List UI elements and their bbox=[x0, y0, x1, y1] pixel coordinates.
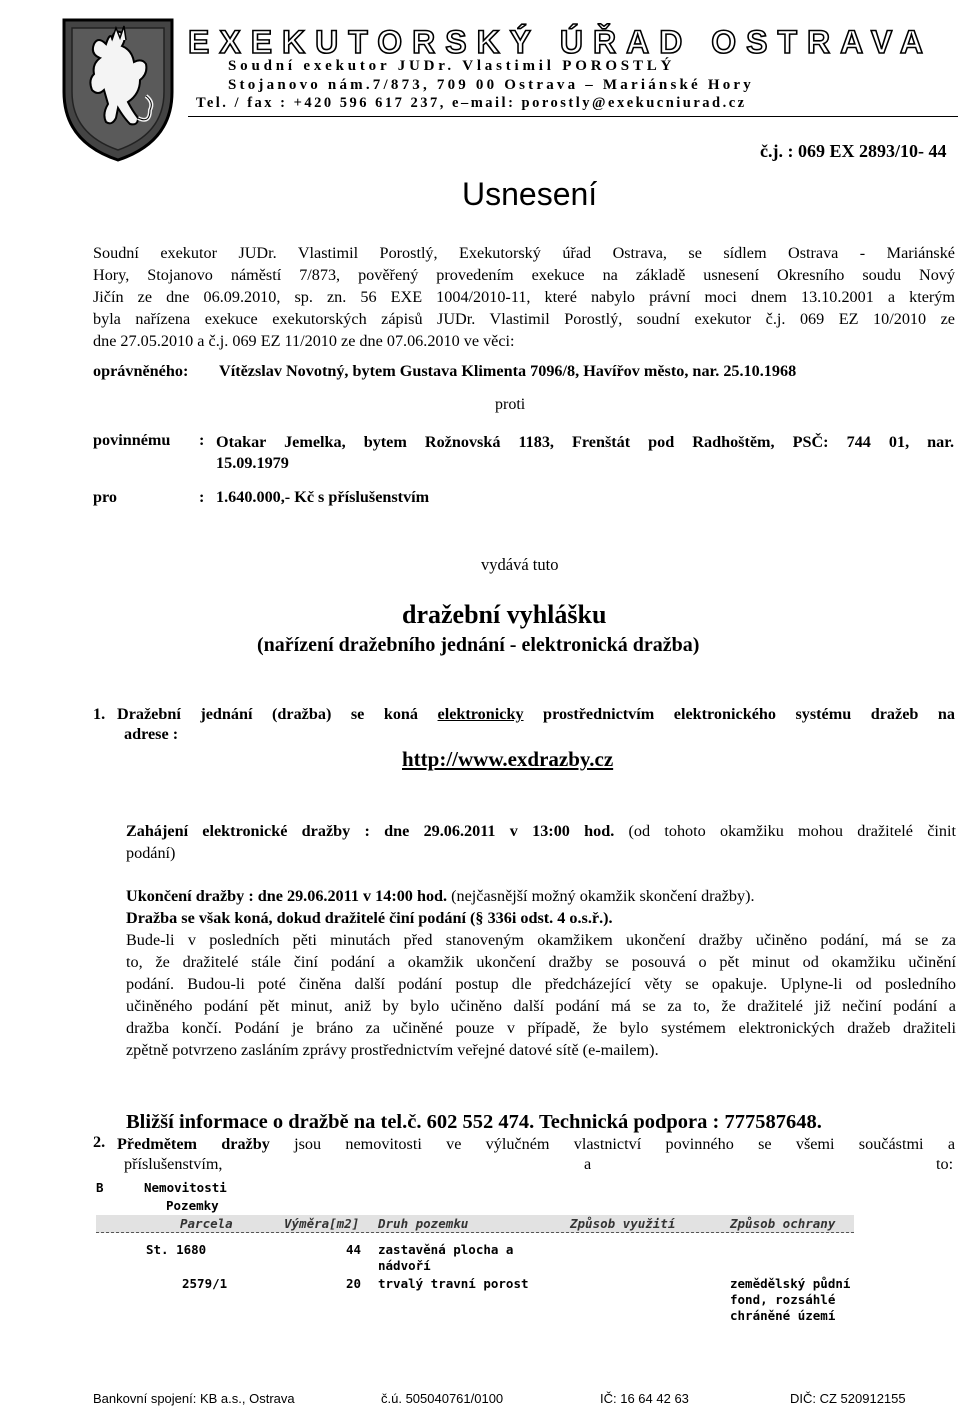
footer-dic: DIČ: CZ 520912155 bbox=[790, 1391, 906, 1406]
registry-row-2-kind-1: trvalý travní porost bbox=[378, 1276, 529, 1291]
section-2-number: 2. bbox=[93, 1133, 106, 1151]
header-line-executor: Soudní exekutor JUDr. Vlastimil POROSTLÝ bbox=[228, 58, 676, 74]
auction-start: Zahájení elektronické dražby : dne 29.06.2011 v 13:00 hod. (od tohoto okamžiku mohou dražitelé činit bbox=[126, 822, 957, 840]
against-label: proti bbox=[495, 396, 526, 413]
registry-row-2-protection-1: zemědělský půdní bbox=[730, 1276, 851, 1291]
rule-line-1: Bude-li v posledních pěti minutách před stanoveným okamžikem ukončení dražby učiněno podání, má se za bbox=[126, 931, 956, 949]
footer-bank: Bankovní spojení: KB a.s., Ostrava bbox=[93, 1391, 295, 1406]
for-value: 1.640.000,- Kč s příslušenstvím bbox=[216, 488, 430, 506]
obliged-label: povinnému bbox=[93, 431, 171, 449]
registry-row-2-parcel: 2579/1 bbox=[182, 1276, 228, 1291]
contact-info: Bližší informace o dražbě na tel.č. 602 552 474. Technická podpora : 777587648. bbox=[126, 1111, 822, 1133]
registry-col-area: Výměra[m2] bbox=[284, 1216, 360, 1231]
registry-section-label: B bbox=[96, 1180, 104, 1195]
registry-row-2-protection-2: fond, rozsáhlé bbox=[730, 1292, 836, 1307]
registry-row-2-area: 20 bbox=[346, 1276, 362, 1291]
rule-line-2: to, že dražitelé stále činí podání a okamžik ukončení dražby se posouvá o pět minut od okamžiku učinění bbox=[126, 953, 956, 971]
registry-col-use: Způsob využití bbox=[570, 1216, 676, 1231]
auction-continue: Dražba se však koná, dokud dražitelé činí podání (§ 336i odst. 4 o.s.ř.). bbox=[126, 909, 613, 927]
office-title: EXEKUTORSKÝ ÚŘAD OSTRAVA bbox=[188, 24, 933, 60]
section-1-number: 1. bbox=[93, 705, 106, 723]
intro-line-2: Hory, Stojanovo náměstí 7/873, pověřený provedením exekuce na základě usnesení Okresního soudu Nový bbox=[93, 266, 955, 284]
land-registry-extract bbox=[96, 1180, 854, 1328]
rule-line-3: podání. Budou-li poté činěna další podání postup dle předcházející věty se opakuje. Uplyne-li od posledního bbox=[126, 975, 956, 993]
for-label: pro bbox=[93, 488, 117, 506]
footer-account: č.ú. 505040761/0100 bbox=[381, 1391, 504, 1406]
auction-end: Ukončení dražby : dne 29.06.2011 v 14:00 hod. (nejčasnější možný okamžik skončení dražby). bbox=[126, 887, 755, 905]
footer-ic: IČ: 16 64 42 63 bbox=[600, 1391, 689, 1406]
entitled-label: oprávněného: bbox=[93, 362, 189, 380]
rule-line-6: zpětně potvrzeno zasláním zprávy prostřednictvím veřejné datové sítě (e-mailem). bbox=[126, 1041, 659, 1059]
auction-url-link[interactable]: http://www.exdrazby.cz bbox=[402, 747, 614, 771]
coat-of-arms-emblem bbox=[58, 14, 178, 164]
entitled-value: Vítězslav Novotný, bytem Gustava Klimenta 7096/8, Havířov město, nar. 25.10.1968 bbox=[219, 362, 797, 380]
intro-line-3: Jičín ze dne 06.09.2010, sp. zn. 56 EXE 1004/2010-11, které nabylo právní moci dnem 13.10.2001 a kterým bbox=[93, 288, 955, 306]
electronic-link-text: elektronicky bbox=[437, 705, 524, 723]
intro-line-1: Soudní exekutor JUDr. Vlastimil Porostlý, Exekutorský úřad Ostrava, se sídlem Ostrava - Mariánské bbox=[93, 244, 955, 262]
obliged-value-line-2: 15.09.1979 bbox=[216, 454, 289, 472]
obliged-colon: : bbox=[199, 431, 205, 449]
registry-col-parcel: Parcela bbox=[180, 1216, 233, 1231]
intro-line-5: dne 27.05.2010 a č.j. 069 EZ 11/2010 ze dne 07.06.2010 ve věci: bbox=[93, 332, 515, 350]
intro-line-4: byla nařízena exekuce exekutorských zápisů JUDr. Vlastimil Porostlý, soudní exekutor č.j. 069 EZ 10/2010 ze bbox=[93, 310, 955, 328]
reference-number: č.j. : 069 EX 2893/10- 44 bbox=[760, 141, 947, 161]
section-2-line-2b: a bbox=[584, 1155, 592, 1173]
registry-section-title: Nemovitosti bbox=[144, 1180, 227, 1195]
obliged-value-line-1: Otakar Jemelka, bytem Rožnovská 1183, Frenštát pod Radhoštěm, PSČ: 744 01, nar. bbox=[216, 433, 954, 451]
for-colon: : bbox=[199, 488, 205, 506]
section-1-address-label: adrese : bbox=[124, 725, 179, 743]
header-line-contact: Tel. / fax : +420 596 617 237, e–mail: porostly@exekucniurad.cz bbox=[196, 95, 747, 111]
notice-title: dražební vyhlášku bbox=[402, 600, 607, 629]
notice-subtitle: (nařízení dražebního jednání - elektronická dražba) bbox=[257, 634, 700, 656]
registry-row-1-area: 44 bbox=[346, 1242, 362, 1257]
issues-text: vydává tuto bbox=[481, 555, 559, 574]
registry-row-1-kind-2: nádvoří bbox=[378, 1258, 431, 1273]
registry-col-kind: Druh pozemku bbox=[378, 1216, 469, 1231]
registry-subtitle: Pozemky bbox=[166, 1198, 219, 1213]
auction-start-cont: podání) bbox=[126, 844, 176, 862]
section-2-line-2a: příslušenstvím, bbox=[124, 1155, 223, 1173]
section-2-line-1: Předmětem dražby jsou nemovitosti ve výlučném vlastnictví povinného se všemi součástmi a bbox=[117, 1135, 956, 1153]
header-rule bbox=[188, 116, 958, 117]
header-line-address: Stojanovo nám.7/873, 709 00 Ostrava – Mariánské Hory bbox=[228, 77, 754, 93]
rule-line-4: učiněného podání pět minut, aniž by bylo učiněno další podání má se za to, že dražitelé již nečiní podání a bbox=[126, 997, 956, 1015]
section-1-text: Dražební jednání (dražba) se koná elektronicky prostřednictvím elektronického systému dražeb na bbox=[117, 705, 955, 723]
document-title: Usnesení bbox=[462, 176, 598, 212]
registry-row-1-kind-1: zastavěná plocha a bbox=[378, 1242, 514, 1257]
registry-row-2-protection-3: chráněné území bbox=[730, 1308, 836, 1323]
registry-col-protection: Způsob ochrany bbox=[730, 1216, 836, 1231]
registry-row-1-parcel: St. 1680 bbox=[146, 1242, 207, 1257]
section-2-line-2c: to: bbox=[936, 1155, 954, 1173]
rule-line-5: dražba končí. Podání je bráno za učiněné pouze v případě, že bylo systémem elektronických dražeb dražiteli bbox=[126, 1019, 956, 1037]
